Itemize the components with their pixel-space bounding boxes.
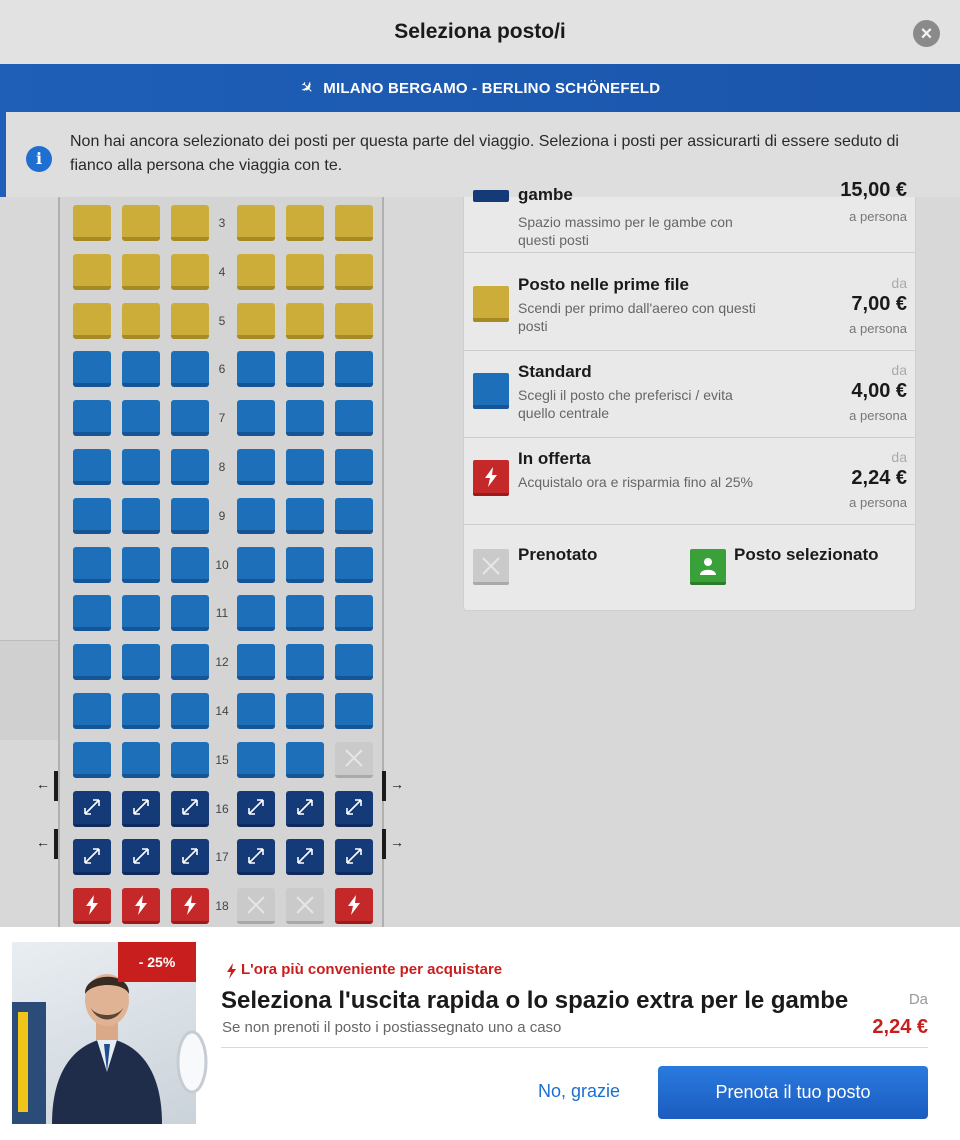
seat-12-4[interactable]	[237, 644, 275, 680]
legend-item-front-rows	[464, 264, 915, 351]
seat-3-3[interactable]	[171, 205, 209, 241]
modal-header	[0, 0, 960, 64]
seat-9-3[interactable]	[171, 498, 209, 534]
seat-14-1[interactable]	[73, 693, 111, 729]
selected-seat-icon	[690, 549, 726, 585]
seat-3-6[interactable]	[335, 205, 373, 241]
promo-subtitle: Se non prenoti il posto i postiassegnato uno a caso	[222, 1019, 562, 1036]
seat-18-2[interactable]	[122, 888, 160, 924]
promo-price: 2,24 €	[872, 1016, 928, 1038]
row-label: 6	[218, 362, 226, 377]
seat-18-5	[286, 888, 324, 924]
seat-17-4[interactable]	[237, 839, 275, 875]
seat-10-1[interactable]	[73, 547, 111, 583]
seat-11-5[interactable]	[286, 595, 324, 631]
page-title: Seleziona posto/i	[394, 20, 566, 43]
legend-title: Standard	[518, 362, 592, 381]
seat-6-4[interactable]	[237, 351, 275, 387]
book-seat-button[interactable]: Prenota il tuo posto	[658, 1066, 928, 1119]
row-label: 8	[218, 460, 226, 474]
seat-9-5[interactable]	[286, 498, 324, 534]
legend-da: da	[891, 362, 907, 378]
seat-8-3[interactable]	[171, 449, 209, 485]
seat-6-2[interactable]	[122, 351, 160, 387]
legend-item-status	[464, 525, 915, 611]
route-label: MILANO BERGAMO - BERLINO SCHÖNEFELD	[323, 79, 661, 97]
seat-10-3[interactable]	[171, 547, 209, 583]
exit-arrow-left-icon: ←	[36, 776, 50, 792]
legend-da: da	[891, 449, 907, 465]
seat-10-5[interactable]	[286, 547, 324, 583]
close-icon[interactable]: ×	[913, 20, 940, 47]
seat-17-3[interactable]	[171, 839, 209, 875]
discount-badge: - 25%	[118, 942, 196, 982]
seat-17-5[interactable]	[286, 839, 324, 875]
legend-item-offer	[464, 438, 915, 525]
legend-title: In offerta	[518, 449, 591, 468]
seat-3-5[interactable]	[286, 205, 324, 241]
wing	[0, 640, 58, 740]
seat-14-3[interactable]	[171, 693, 209, 729]
promo-kicker: L'ora più conveniente per acquistare	[241, 961, 503, 978]
legend-per: a persona	[849, 209, 907, 224]
legend-item-extra-legroom	[464, 179, 915, 253]
legend-price: 4,00 €	[851, 380, 907, 402]
legend-selected-label: Posto selezionato	[734, 545, 879, 564]
legend-swatch-standard	[473, 373, 509, 409]
seat-9-4[interactable]	[237, 498, 275, 534]
seat-3-2[interactable]	[122, 205, 160, 241]
promo-price-prefix: Da	[908, 991, 928, 1008]
exit-marker-left	[54, 829, 58, 859]
seat-5-5[interactable]	[286, 303, 324, 339]
seat-7-1[interactable]	[73, 400, 111, 436]
legend-item-standard	[464, 351, 915, 438]
legend-swatch-premium	[473, 286, 509, 322]
seat-6-1[interactable]	[73, 351, 111, 387]
row-label: 3	[218, 216, 226, 230]
divider	[221, 1047, 928, 1048]
promo-image	[12, 942, 196, 1124]
seat-11-6[interactable]	[335, 595, 373, 631]
seat-4-4[interactable]	[237, 254, 275, 290]
seat-5-1[interactable]	[73, 303, 111, 339]
seat-15-3[interactable]	[171, 742, 209, 778]
row-label: 15	[215, 752, 229, 767]
seat-15-4[interactable]	[237, 742, 275, 778]
seat-15-5[interactable]	[286, 742, 324, 778]
route-bar	[0, 64, 960, 112]
booked-seat-icon	[473, 549, 509, 585]
seat-8-2[interactable]	[122, 449, 160, 485]
seat-7-4[interactable]	[237, 400, 275, 436]
legend-desc: Scegli il posto che preferisci / evita quello centrale	[518, 387, 733, 421]
seat-12-3[interactable]	[171, 644, 209, 680]
seat-map	[58, 197, 384, 930]
seat-16-2[interactable]	[122, 791, 160, 827]
seat-12-2[interactable]	[122, 644, 160, 680]
seat-3-1[interactable]	[73, 205, 111, 241]
seat-14-2[interactable]	[122, 693, 160, 729]
seat-8-5[interactable]	[286, 449, 324, 485]
seat-9-2[interactable]	[122, 498, 160, 534]
legend-price: 7,00 €	[851, 293, 907, 315]
legend-da: da	[891, 275, 907, 291]
seat-10-2[interactable]	[122, 547, 160, 583]
seat-7-2[interactable]	[122, 400, 160, 436]
exit-marker-right	[382, 829, 386, 859]
plane-icon: ✈	[295, 77, 317, 100]
legend-booked-label: Prenotato	[518, 545, 598, 564]
row-label: 17	[215, 850, 229, 865]
seat-5-3[interactable]	[171, 303, 209, 339]
seat-9-1[interactable]	[73, 498, 111, 534]
seat-5-2[interactable]	[122, 303, 160, 339]
seat-10-4[interactable]	[237, 547, 275, 583]
seat-11-1[interactable]	[73, 595, 111, 631]
seat-9-6[interactable]	[335, 498, 373, 534]
seat-15-2[interactable]	[122, 742, 160, 778]
row-label: 4	[218, 264, 226, 279]
info-message: Non hai ancora selezionato dei posti per questa parte del viaggio. Seleziona i posti per assicurarti di essere seduto di fianco alla persona che viaggia con te.	[0, 112, 960, 197]
seat-15-1[interactable]	[73, 742, 111, 778]
seat-18-1[interactable]	[73, 888, 111, 924]
exit-marker-left	[54, 771, 58, 801]
seat-14-4[interactable]	[237, 693, 275, 729]
seat-3-4[interactable]	[237, 205, 275, 241]
seat-16-5[interactable]	[286, 791, 324, 827]
exit-arrow-right-icon: →	[390, 834, 404, 850]
legend-desc: Spazio massimo per le gambe con questi posti	[518, 214, 733, 248]
legend-title: Posto nelle prime file	[518, 275, 689, 294]
seat-12-5[interactable]	[286, 644, 324, 680]
seat-11-3[interactable]	[171, 595, 209, 631]
seat-4-2[interactable]	[122, 254, 160, 290]
seat-6-6[interactable]	[335, 351, 373, 387]
row-label: 7	[218, 411, 226, 426]
row-label: 5	[218, 313, 226, 328]
legend-desc: Acquistalo ora e risparmia fino al 25%	[518, 474, 754, 490]
exit-arrow-left-icon: ←	[36, 834, 50, 850]
legend-title: gambe	[518, 185, 573, 204]
seat-12-6[interactable]	[335, 644, 373, 680]
row-label: 12	[215, 655, 229, 670]
legend-per: a persona	[849, 495, 907, 510]
seat-5-4[interactable]	[237, 303, 275, 339]
seat-4-5[interactable]	[286, 254, 324, 290]
seat-4-3[interactable]	[171, 254, 209, 290]
seat-12-1[interactable]	[73, 644, 111, 680]
seat-18-3[interactable]	[171, 888, 209, 924]
seat-8-4[interactable]	[237, 449, 275, 485]
seat-11-2[interactable]	[122, 595, 160, 631]
row-label: 10	[215, 557, 229, 572]
legend-price: 15,00 €	[840, 179, 907, 201]
row-label: 9	[218, 508, 226, 523]
seat-8-1[interactable]	[73, 449, 111, 485]
seat-18-4	[237, 888, 275, 924]
exit-arrow-right-icon: →	[390, 776, 404, 792]
seat-17-6[interactable]	[335, 839, 373, 875]
seat-6-5[interactable]	[286, 351, 324, 387]
seat-16-6[interactable]	[335, 791, 373, 827]
seat-16-1[interactable]	[73, 791, 111, 827]
legend-per: a persona	[849, 321, 907, 336]
seat-8-6[interactable]	[335, 449, 373, 485]
no-thanks-link[interactable]: No, grazie	[538, 1081, 621, 1101]
info-icon: i	[26, 146, 52, 172]
seat-4-6[interactable]	[335, 254, 373, 290]
seat-6-3[interactable]	[171, 351, 209, 387]
lightning-icon	[226, 963, 237, 979]
lightning-icon	[473, 460, 509, 496]
seat-17-2[interactable]	[122, 839, 160, 875]
seat-14-6[interactable]	[335, 693, 373, 729]
seat-7-3[interactable]	[171, 400, 209, 436]
row-label: 18	[215, 899, 229, 914]
row-label: 11	[215, 606, 229, 621]
seat-17-1[interactable]	[73, 839, 111, 875]
seat-5-6[interactable]	[335, 303, 373, 339]
exit-marker-right	[382, 771, 386, 801]
legend-price: 2,24 €	[851, 467, 907, 489]
promo-title: Seleziona l'uscita rapida o lo spazio extra per le gambe	[221, 987, 849, 1014]
promo-panel	[0, 927, 960, 1140]
seat-15-6	[335, 742, 373, 778]
seat-14-5[interactable]	[286, 693, 324, 729]
row-label: 14	[215, 704, 229, 718]
seat-7-6[interactable]	[335, 400, 373, 436]
seat-4-1[interactable]	[73, 254, 111, 290]
legend-swatch-extra	[473, 190, 509, 202]
seat-16-3[interactable]	[171, 791, 209, 827]
seat-18-6[interactable]	[335, 888, 373, 924]
row-label: 16	[215, 801, 229, 816]
legend-panel	[463, 179, 916, 611]
legend-desc: Scendi per primo dall'aereo con questi posti	[518, 300, 756, 334]
seat-7-5[interactable]	[286, 400, 324, 436]
seat-11-4[interactable]	[237, 595, 275, 631]
legend-per: a persona	[849, 408, 907, 423]
seat-10-6[interactable]	[335, 547, 373, 583]
seat-16-4[interactable]	[237, 791, 275, 827]
